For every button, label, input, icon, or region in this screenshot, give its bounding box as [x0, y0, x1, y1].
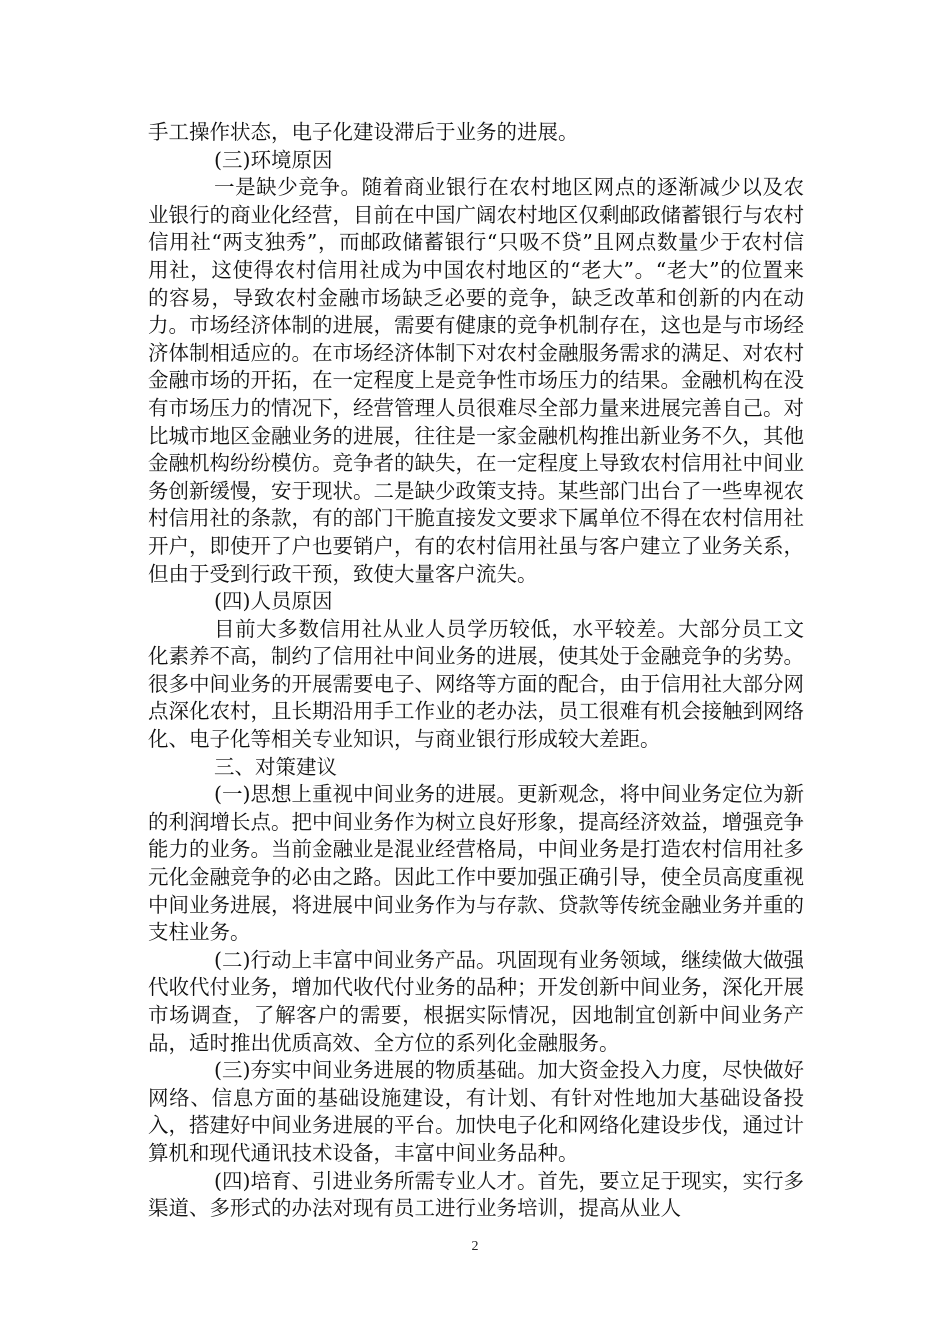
paragraph-recommendation-3: (三)夯实中间业务进展的物质基础。加大资金投入力度，尽快做好网络、信息方面的基础设施建设，有计划、有针对性地加大基础设备投入，搭建好中间业务进展的平台。加快电子化和网络化建设步伐，通过计算机和现代通讯技术设备，丰富中间业务品种。	[148, 1058, 804, 1165]
section-heading-environment: (三)环境原因	[214, 147, 333, 172]
page-number: 2	[471, 1239, 479, 1254]
section-heading-recommendations: 三、对策建议	[214, 754, 337, 779]
paragraph-recommendation-2: (二)行动上丰富中间业务产品。巩固现有业务领域，继续做大做强代收代付业务，增加代收代付业务的品种；开发创新中间业务，深化开展市场调查，了解客户的需要，根据实际情况，因地制宜创新中间业务产品，适时推出优质高效、全方位的系列化金融服务。	[148, 947, 804, 1055]
paragraph-recommendation-1: (一)思想上重视中间业务的进展。更新观念，将中间业务定位为新的利润增长点。把中间业务作为树立良好形象，提高经济效益，增强竞争能力的业务。当前金融业是混业经营格局，中间业务是打造农村信用社多元化金融竞争的必由之路。因此工作中要加强正确引导，使全员高度重视中间业务进展，将进展中间业务作为与存款、贷款等传统金融业务并重的支柱业务。	[148, 782, 804, 945]
document-body	[148, 119, 804, 1223]
paragraph-recommendation-4: (四)培育、引进业务所需专业人才。首先，要立足于现实，实行多渠道、多形式的办法对现有员工进行业务培训，提高从业人	[148, 1168, 804, 1221]
section-heading-personnel: (四)人员原因	[214, 589, 333, 614]
paragraph-competition: 一是缺少竞争。随着商业银行在农村地区网点的逐渐减少以及农业银行的商业化经营，目前在中国广阔农村地区仅剩邮政储蓄银行与农村信用社“两支独秀”，而邮政储蓄银行“只吸不贷”且网点数量少于农村信用社，这使得农村信用社成为中国农村地区的“老大”。“老大”的位置来的容易，导致农村金融市场缺乏必要的竞争，缺乏改革和创新的内在动力。市场经济体制的进展，需要有健康的竞争机制存在，这也是与市场经济体制相适应的。在市场经济体制下对农村金融服务需求的满足、对农村金融市场的开拓，在一定程度上是竞争性市场压力的结果。金融机构在没有市场压力的情况下，经营管理人员很难尽全部力量来进展完善自己。对比城市地区金融业务的进展，往往是一家金融机构推出新业务不久，其他金融机构纷纷模仿。竞争者的缺失，在一定程度上导致农村信用社中间业务创新缓慢，安于现状。二是缺少政策支持。某些部门出台了一些卑视农村信用社的条款，有的部门干脆直接发文要求下属单位不得在农村信用社开户，即使开了户也要销户，有的农村信用社虽与客户建立了业务关系，但由于受到行政干预，致使大量客户流失。	[148, 175, 804, 586]
paragraph-personnel: 目前大多数信用社从业人员学历较低，水平较差。大部分员工文化素养不高，制约了信用社中间业务的进展，使其处于金融竞争的劣势。很多中间业务的开展需要电子、网络等方面的配合，由于信用社大部分网点深化农村，且长期沿用手工作业的老办法，员工很难有机会接触到网络化、电子化等相关专业知识，与商业银行形成较大差距。	[148, 616, 804, 752]
paragraph-continuation: 手工操作状态，电子化建设滞后于业务的进展。	[148, 120, 579, 144]
